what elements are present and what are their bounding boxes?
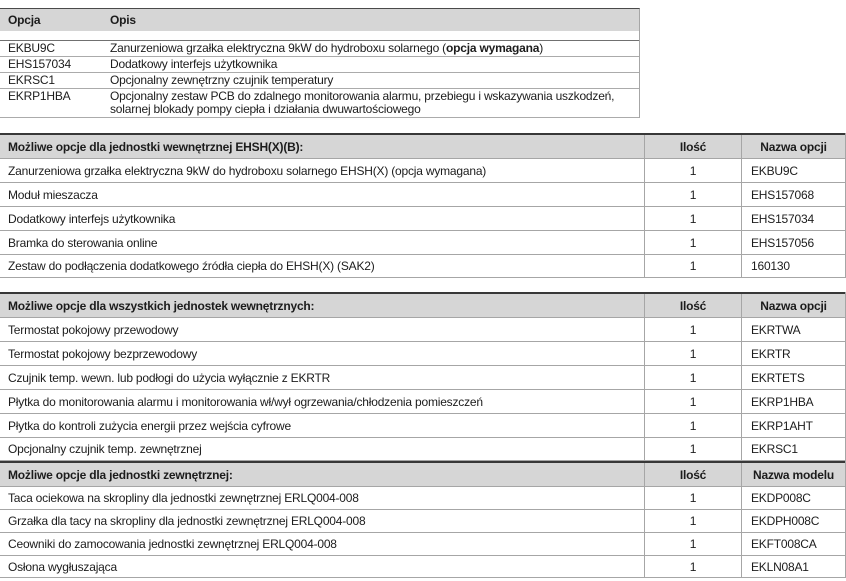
table-row	[0, 317, 845, 341]
cell-description: Moduł mieszacza	[8, 187, 98, 202]
cell-option-name: 160130	[741, 255, 845, 277]
options-table-indoor-ehsh	[0, 133, 846, 278]
table-row	[0, 365, 845, 389]
table-row	[0, 532, 845, 555]
cell-description: Taca ociekowa na skropliny dla jednostki zewnętrznej ERLQ004-008	[8, 491, 359, 505]
cell-option-name: EKDPH008C	[741, 510, 845, 532]
description-text: Dodatkowy interfejs użytkownika	[110, 57, 278, 71]
cell-option-name: EKRTETS	[741, 366, 845, 389]
cell-quantity: 1	[644, 255, 741, 277]
cell-quantity: 1	[644, 510, 741, 532]
description-text: Zanurzeniowa grzałka elektryczna 9kW do hydroboxu solarnego (	[110, 41, 446, 55]
name-column-header: Nazwa modelu	[741, 463, 845, 486]
description-text: Opcjonalny zewnętrzny czujnik temperatury	[110, 73, 334, 87]
cell-quantity: 1	[644, 207, 741, 230]
legend-row	[0, 41, 639, 57]
legend-row	[0, 89, 639, 118]
table-row	[0, 182, 845, 206]
cell-description: Ceowniki do zamocowania jednostki zewnętrznej ERLQ004-008	[8, 537, 337, 551]
cell-quantity: 1	[644, 231, 741, 254]
legend-header-opis: Opis	[110, 13, 136, 27]
table-header-row	[0, 133, 845, 158]
table-title: Możliwe opcje dla jednostki wewnętrznej EHSH(X)(B):	[8, 139, 304, 154]
table-row	[0, 206, 845, 230]
description-suffix: )	[539, 41, 544, 55]
cell-quantity: 1	[644, 556, 741, 577]
cell-quantity: 1	[644, 366, 741, 389]
table-row	[0, 509, 845, 532]
option-description	[110, 58, 639, 71]
cell-description: Płytka do monitorowania alarmu i monitorowania wł/wył ogrzewania/chłodzenia pomieszczeń	[8, 394, 483, 409]
cell-description: Zanurzeniowa grzałka elektryczna 9kW do hydroboxu solarnego EHSH(X) (opcja wymagana)	[8, 163, 487, 178]
qty-column-header: Ilość	[644, 463, 741, 486]
cell-option-name: EKLN08A1	[741, 556, 845, 577]
legend-table	[0, 8, 640, 118]
cell-description: Osłona wygłuszająca	[8, 559, 117, 574]
option-code: EKRP1HBA	[8, 89, 71, 103]
table-row	[0, 254, 845, 278]
cell-quantity: 1	[644, 318, 741, 341]
legend-row	[0, 73, 639, 89]
cell-quantity: 1	[644, 438, 741, 460]
cell-description: Grzałka dla tacy na skropliny dla jednostki zewnętrznej ERLQ004-008	[8, 514, 366, 528]
table-title: Możliwe opcje dla wszystkich jednostek wewnętrznych:	[8, 298, 315, 313]
cell-quantity: 1	[644, 159, 741, 182]
table-row	[0, 555, 845, 578]
option-code: EHS157034	[8, 57, 71, 71]
table-row	[0, 413, 845, 437]
name-column-header: Nazwa opcji	[741, 294, 845, 317]
options-table-outdoor	[0, 461, 846, 578]
cell-description: Termostat pokojowy bezprzewodowy	[8, 346, 198, 361]
cell-description: Opcjonalny czujnik temp. zewnętrznej	[8, 442, 202, 456]
table-header-row	[0, 292, 845, 317]
table-header-row	[0, 461, 845, 486]
options-table-all-indoor	[0, 292, 846, 461]
cell-option-name: EHS157034	[741, 207, 845, 230]
cell-option-name: EHS157056	[741, 231, 845, 254]
cell-description: Termostat pokojowy przewodowy	[8, 322, 179, 337]
cell-quantity: 1	[644, 487, 741, 509]
cell-option-name: EHS157068	[741, 183, 845, 206]
cell-option-name: EKRTWA	[741, 318, 845, 341]
table-row	[0, 230, 845, 254]
cell-option-name: EKRP1AHT	[741, 414, 845, 437]
name-column-header: Nazwa opcji	[741, 135, 845, 158]
option-description	[110, 74, 639, 87]
qty-column-header: Ilość	[644, 294, 741, 317]
option-code: EKRSC1	[8, 73, 55, 87]
legend-header-opcja: Opcja	[8, 13, 41, 27]
cell-option-name: EKBU9C	[741, 159, 845, 182]
table-row	[0, 341, 845, 365]
legend-header-row	[0, 9, 639, 31]
cell-description: Płytka do kontroli zużycia energii przez wejścia cyfrowe	[8, 418, 291, 433]
table-row	[0, 437, 845, 461]
cell-option-name: EKDP008C	[741, 487, 845, 509]
cell-option-name: EKFT008CA	[741, 533, 845, 555]
option-code: EKBU9C	[8, 41, 55, 55]
cell-description: Dodatkowy interfejs użytkownika	[8, 211, 176, 226]
cell-description: Zestaw do podłączenia dodatkowego źródła ciepła do EHSH(X) (SAK2)	[8, 259, 375, 273]
cell-quantity: 1	[644, 414, 741, 437]
cell-quantity: 1	[644, 342, 741, 365]
cell-quantity: 1	[644, 390, 741, 413]
legend-row	[0, 57, 639, 73]
table-title: Możliwe opcje dla jednostki zewnętrznej:	[8, 467, 233, 482]
table-row	[0, 389, 845, 413]
cell-description: Bramka do sterowania online	[8, 235, 158, 250]
qty-column-header: Ilość	[644, 135, 741, 158]
cell-option-name: EKRSC1	[741, 438, 845, 460]
option-description	[110, 42, 639, 55]
table-row	[0, 486, 845, 509]
description-bold-text: opcja wymagana	[445, 41, 540, 55]
legend-header-gap	[0, 31, 639, 41]
cell-quantity: 1	[644, 183, 741, 206]
description-text: Opcjonalny zestaw PCB do zdalnego monitorowania alarmu, przebiegu i wskazywania uszkodzeń, solarnej blokady pompy ciepła i działania dwuwartościowego	[110, 89, 615, 116]
cell-description: Czujnik temp. wewn. lub podłogi do użycia wyłącznie z EKRTR	[8, 370, 331, 385]
option-description	[110, 90, 639, 116]
cell-option-name: EKRTR	[741, 342, 845, 365]
cell-option-name: EKRP1HBA	[741, 390, 845, 413]
cell-quantity: 1	[644, 533, 741, 555]
table-row	[0, 158, 845, 182]
